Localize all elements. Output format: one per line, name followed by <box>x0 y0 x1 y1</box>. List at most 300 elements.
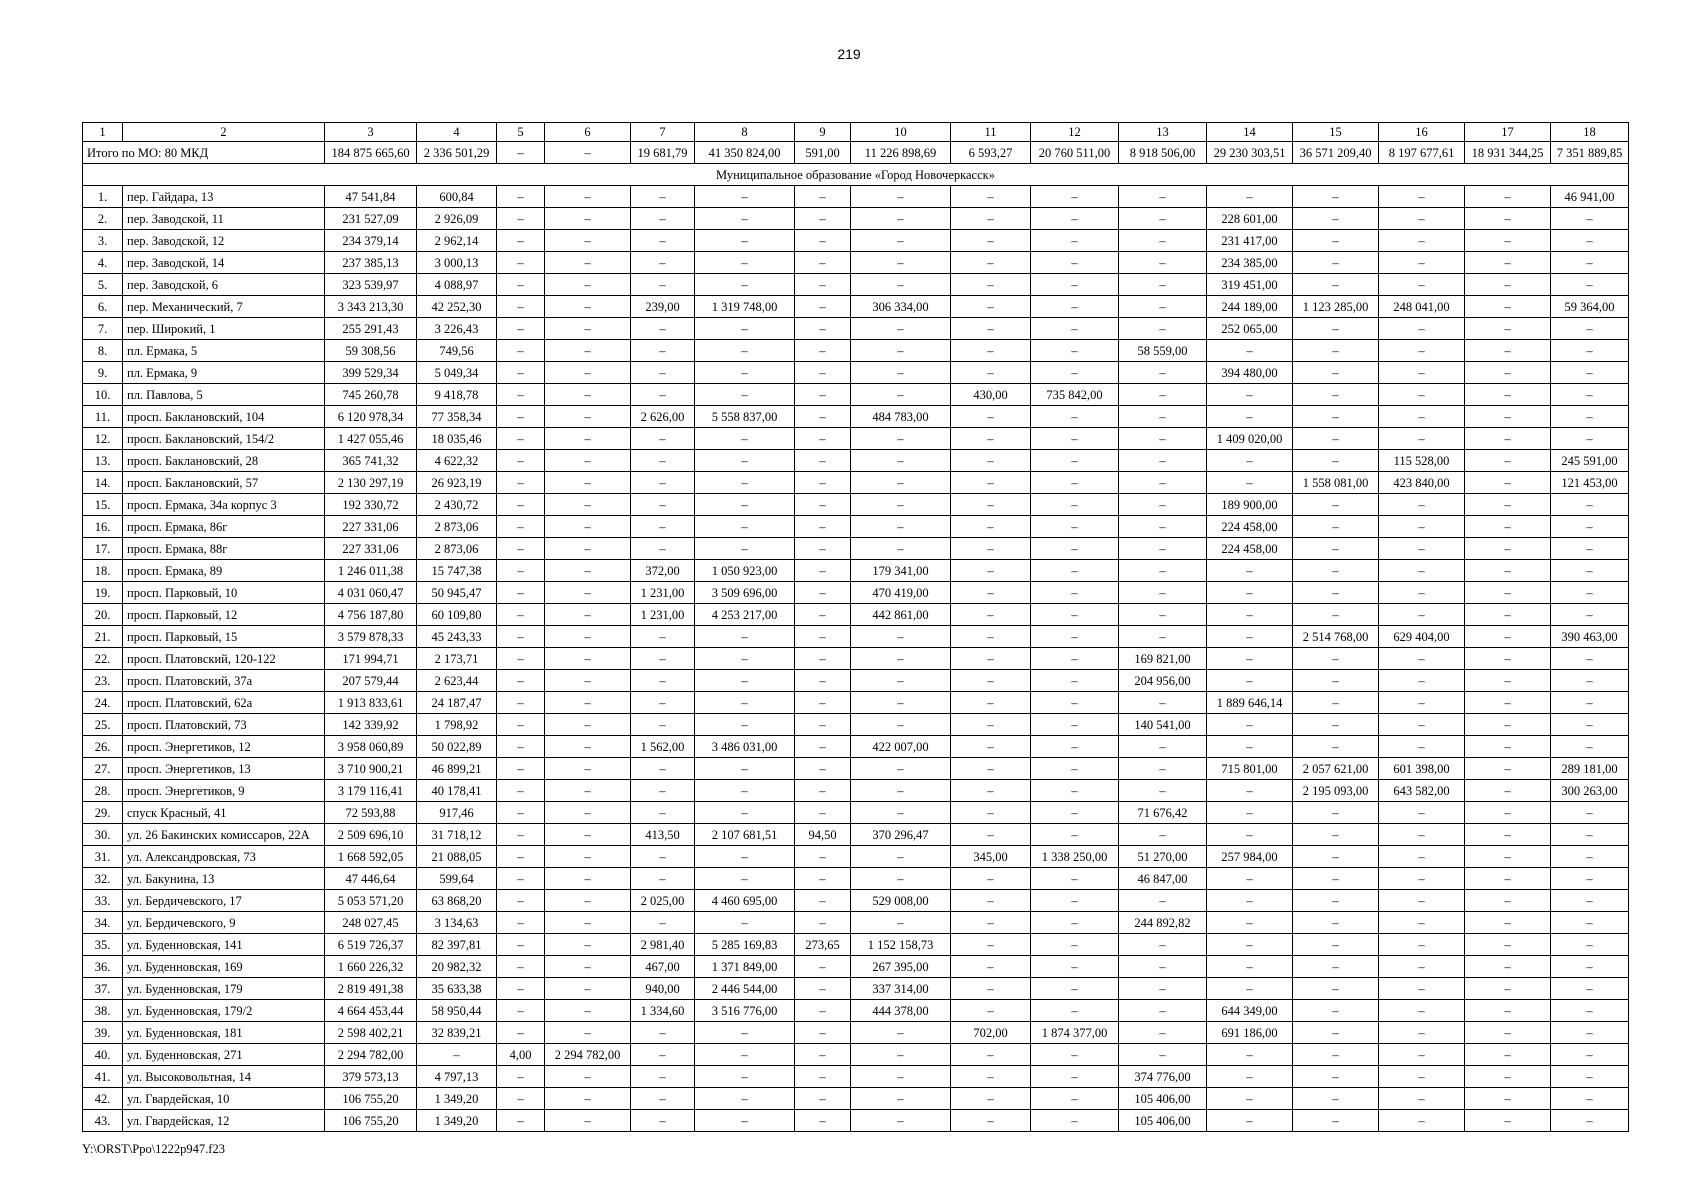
value-cell: – <box>1465 516 1551 538</box>
value-cell: – <box>1551 670 1629 692</box>
value-cell: – <box>1293 560 1379 582</box>
value-cell: – <box>1031 934 1119 956</box>
value-cell: 370 296,47 <box>851 824 951 846</box>
value-cell: – <box>1551 1088 1629 1110</box>
value-cell: – <box>1293 846 1379 868</box>
value-cell: – <box>545 230 631 252</box>
value-cell: – <box>1031 450 1119 472</box>
value-cell: – <box>795 274 851 296</box>
value-cell: 6 120 978,34 <box>325 406 417 428</box>
value-cell: – <box>1119 692 1207 714</box>
value-cell: – <box>851 714 951 736</box>
value-cell: 3 000,13 <box>417 252 497 274</box>
value-cell: – <box>1119 1022 1207 1044</box>
value-cell: – <box>1379 384 1465 406</box>
value-cell: – <box>1207 824 1293 846</box>
value-cell: – <box>1207 450 1293 472</box>
value-cell: – <box>1379 714 1465 736</box>
value-cell: 2 873,06 <box>417 538 497 560</box>
row-number-cell: 6. <box>83 296 123 318</box>
value-cell: 94,50 <box>795 824 851 846</box>
value-cell: – <box>1119 604 1207 626</box>
value-cell: 105 406,00 <box>1119 1110 1207 1132</box>
column-number-cell: 5 <box>497 123 545 142</box>
value-cell: – <box>1379 604 1465 626</box>
address-cell: пер. Заводской, 12 <box>123 230 325 252</box>
value-cell: – <box>1551 252 1629 274</box>
value-cell: – <box>1293 450 1379 472</box>
table-row <box>83 846 1629 868</box>
value-cell: – <box>1119 406 1207 428</box>
value-cell: – <box>1031 780 1119 802</box>
value-cell: 227 331,06 <box>325 516 417 538</box>
value-cell: 60 109,80 <box>417 604 497 626</box>
value-cell: 2 430,72 <box>417 494 497 516</box>
value-cell: – <box>951 714 1031 736</box>
value-cell: – <box>1207 802 1293 824</box>
value-cell: – <box>497 802 545 824</box>
value-cell: – <box>951 362 1031 384</box>
value-cell: – <box>1465 824 1551 846</box>
value-cell: 3 958 060,89 <box>325 736 417 758</box>
value-cell: – <box>497 340 545 362</box>
value-cell: – <box>1031 626 1119 648</box>
value-cell: – <box>795 758 851 780</box>
row-number-cell: 26. <box>83 736 123 758</box>
value-cell: – <box>1207 868 1293 890</box>
value-cell: – <box>1293 252 1379 274</box>
value-cell: – <box>1379 406 1465 428</box>
row-number-cell: 2. <box>83 208 123 230</box>
value-cell: 42 252,30 <box>417 296 497 318</box>
value-cell: 248 041,00 <box>1379 296 1465 318</box>
value-cell: – <box>1465 208 1551 230</box>
value-cell: – <box>951 1066 1031 1088</box>
value-cell: – <box>1379 230 1465 252</box>
value-cell: – <box>1379 736 1465 758</box>
value-cell: – <box>631 494 695 516</box>
column-number-cell: 7 <box>631 123 695 142</box>
value-cell: – <box>545 956 631 978</box>
value-cell: – <box>1119 934 1207 956</box>
address-cell: пер. Заводской, 11 <box>123 208 325 230</box>
value-cell: – <box>497 1022 545 1044</box>
value-cell: – <box>1207 934 1293 956</box>
value-cell: – <box>1379 362 1465 384</box>
value-cell: – <box>851 1088 951 1110</box>
value-cell: – <box>851 1110 951 1132</box>
row-number-cell: 20. <box>83 604 123 626</box>
table-row <box>83 956 1629 978</box>
value-cell: – <box>545 538 631 560</box>
address-cell: просп. Баклановский, 104 <box>123 406 325 428</box>
value-cell: – <box>795 494 851 516</box>
value-cell: – <box>795 1000 851 1022</box>
value-cell: – <box>1207 626 1293 648</box>
value-cell: – <box>631 692 695 714</box>
value-cell: – <box>851 648 951 670</box>
value-cell: 2 294 782,00 <box>545 1044 631 1066</box>
value-cell: 228 601,00 <box>1207 208 1293 230</box>
value-cell: – <box>497 1000 545 1022</box>
row-number-cell: 28. <box>83 780 123 802</box>
table-row <box>83 406 1629 428</box>
value-cell: 2 819 491,38 <box>325 978 417 1000</box>
table-row <box>83 1022 1629 1044</box>
value-cell: – <box>795 692 851 714</box>
value-cell: – <box>417 1044 497 1066</box>
value-cell: – <box>631 758 695 780</box>
value-cell: – <box>1293 384 1379 406</box>
column-number-cell: 10 <box>851 123 951 142</box>
value-cell: – <box>631 340 695 362</box>
value-cell: – <box>1119 362 1207 384</box>
value-cell: – <box>1119 824 1207 846</box>
value-cell: 467,00 <box>631 956 695 978</box>
value-cell: 390 463,00 <box>1551 626 1629 648</box>
table-row <box>83 978 1629 1000</box>
value-cell: – <box>851 252 951 274</box>
address-cell: пер. Широкий, 1 <box>123 318 325 340</box>
value-cell: – <box>497 978 545 1000</box>
value-cell: – <box>951 516 1031 538</box>
value-cell: – <box>1293 824 1379 846</box>
value-cell: – <box>795 538 851 560</box>
total-cell: – <box>497 142 545 164</box>
value-cell: 4 622,32 <box>417 450 497 472</box>
address-cell: просп. Платовский, 37а <box>123 670 325 692</box>
value-cell: – <box>1207 406 1293 428</box>
address-cell: просп. Баклановский, 28 <box>123 450 325 472</box>
value-cell: 599,64 <box>417 868 497 890</box>
total-cell: 19 681,79 <box>631 142 695 164</box>
value-cell: – <box>631 362 695 384</box>
value-cell: 735 842,00 <box>1031 384 1119 406</box>
value-cell: – <box>545 824 631 846</box>
value-cell: – <box>951 868 1031 890</box>
value-cell: – <box>545 450 631 472</box>
value-cell: – <box>1379 670 1465 692</box>
value-cell: – <box>1465 1110 1551 1132</box>
value-cell: – <box>851 802 951 824</box>
value-cell: – <box>1293 956 1379 978</box>
value-cell: – <box>497 384 545 406</box>
value-cell: – <box>1551 1066 1629 1088</box>
value-cell: – <box>695 912 795 934</box>
address-cell: ул. Буденновская, 179 <box>123 978 325 1000</box>
value-cell: – <box>951 648 1031 670</box>
value-cell: – <box>695 868 795 890</box>
value-cell: 1 152 158,73 <box>851 934 951 956</box>
total-cell: 18 931 344,25 <box>1465 142 1551 164</box>
value-cell: – <box>951 978 1031 1000</box>
row-number-cell: 7. <box>83 318 123 340</box>
address-cell: просп. Платовский, 120-122 <box>123 648 325 670</box>
value-cell: – <box>1031 560 1119 582</box>
value-cell: – <box>631 912 695 934</box>
value-cell: – <box>1119 758 1207 780</box>
value-cell: – <box>631 714 695 736</box>
value-cell: 46 941,00 <box>1551 186 1629 208</box>
value-cell: – <box>851 868 951 890</box>
value-cell: 2 057 621,00 <box>1293 758 1379 780</box>
value-cell: – <box>631 626 695 648</box>
value-cell: – <box>695 714 795 736</box>
value-cell: 1 349,20 <box>417 1110 497 1132</box>
value-cell: – <box>1031 1000 1119 1022</box>
value-cell: – <box>497 890 545 912</box>
value-cell: 4 664 453,44 <box>325 1000 417 1022</box>
row-number-cell: 1. <box>83 186 123 208</box>
row-number-cell: 14. <box>83 472 123 494</box>
value-cell: – <box>951 472 1031 494</box>
row-number-cell: 42. <box>83 1088 123 1110</box>
value-cell: 244 892,82 <box>1119 912 1207 934</box>
value-cell: 46 899,21 <box>417 758 497 780</box>
value-cell: 50 022,89 <box>417 736 497 758</box>
table-row <box>83 868 1629 890</box>
value-cell: 422 007,00 <box>851 736 951 758</box>
value-cell: – <box>1551 560 1629 582</box>
row-number-cell: 27. <box>83 758 123 780</box>
value-cell: – <box>1119 230 1207 252</box>
value-cell: 372,00 <box>631 560 695 582</box>
value-cell: 105 406,00 <box>1119 1088 1207 1110</box>
row-number-cell: 34. <box>83 912 123 934</box>
value-cell: – <box>497 318 545 340</box>
value-cell: – <box>851 912 951 934</box>
value-cell: – <box>695 538 795 560</box>
value-cell: – <box>497 230 545 252</box>
value-cell: – <box>1465 1088 1551 1110</box>
value-cell: – <box>951 1088 1031 1110</box>
table-row <box>83 296 1629 318</box>
value-cell: – <box>1465 296 1551 318</box>
value-cell: – <box>1551 1022 1629 1044</box>
value-cell: 4 088,97 <box>417 274 497 296</box>
value-cell: 2 981,40 <box>631 934 695 956</box>
value-cell: 4 253 217,00 <box>695 604 795 626</box>
value-cell: – <box>951 406 1031 428</box>
value-cell: – <box>1119 274 1207 296</box>
value-cell: – <box>1119 1044 1207 1066</box>
value-cell: – <box>851 692 951 714</box>
table-row <box>83 252 1629 274</box>
value-cell: 115 528,00 <box>1379 450 1465 472</box>
value-cell: – <box>951 802 1031 824</box>
value-cell: – <box>851 670 951 692</box>
value-cell: – <box>1031 868 1119 890</box>
value-cell: – <box>795 362 851 384</box>
row-number-cell: 12. <box>83 428 123 450</box>
value-cell: – <box>1293 186 1379 208</box>
value-cell: – <box>497 780 545 802</box>
value-cell: – <box>497 626 545 648</box>
table-row <box>83 714 1629 736</box>
address-cell: пер. Гайдара, 13 <box>123 186 325 208</box>
value-cell: 691 186,00 <box>1207 1022 1293 1044</box>
value-cell: 1 231,00 <box>631 582 695 604</box>
table-row <box>83 604 1629 626</box>
value-cell: 4 460 695,00 <box>695 890 795 912</box>
value-cell: – <box>497 934 545 956</box>
value-cell: – <box>1293 1044 1379 1066</box>
value-cell: 3 710 900,21 <box>325 758 417 780</box>
value-cell: – <box>545 648 631 670</box>
table-row <box>83 1066 1629 1088</box>
value-cell: – <box>1551 604 1629 626</box>
value-cell: 379 573,13 <box>325 1066 417 1088</box>
value-cell: – <box>1379 956 1465 978</box>
row-number-cell: 39. <box>83 1022 123 1044</box>
table-row <box>83 692 1629 714</box>
value-cell: 470 419,00 <box>851 582 951 604</box>
address-cell: пл. Павлова, 5 <box>123 384 325 406</box>
value-cell: – <box>1031 472 1119 494</box>
value-cell: – <box>1119 956 1207 978</box>
value-cell: 413,50 <box>631 824 695 846</box>
value-cell: – <box>951 582 1031 604</box>
value-cell: – <box>1465 274 1551 296</box>
address-cell: пер. Заводской, 14 <box>123 252 325 274</box>
value-cell: 273,65 <box>795 934 851 956</box>
value-cell: – <box>851 538 951 560</box>
value-cell: – <box>1379 252 1465 274</box>
address-cell: ул. Буденновская, 169 <box>123 956 325 978</box>
value-cell: – <box>1551 582 1629 604</box>
value-cell: – <box>795 714 851 736</box>
value-cell: – <box>497 406 545 428</box>
value-cell: – <box>1031 208 1119 230</box>
value-cell: – <box>695 362 795 384</box>
value-cell: 179 341,00 <box>851 560 951 582</box>
value-cell: – <box>1031 186 1119 208</box>
value-cell: 1 050 923,00 <box>695 560 795 582</box>
value-cell: 58 950,44 <box>417 1000 497 1022</box>
section-title: Муниципальное образование «Город Новочеркасск» <box>83 164 1629 186</box>
value-cell: – <box>1207 604 1293 626</box>
table-row <box>83 1088 1629 1110</box>
value-cell: – <box>1465 1000 1551 1022</box>
value-cell: – <box>795 780 851 802</box>
value-cell: 142 339,92 <box>325 714 417 736</box>
value-cell: – <box>1207 912 1293 934</box>
value-cell: – <box>695 186 795 208</box>
value-cell: 940,00 <box>631 978 695 1000</box>
value-cell: – <box>795 450 851 472</box>
table-row <box>83 934 1629 956</box>
total-cell: 6 593,27 <box>951 142 1031 164</box>
value-cell: – <box>1379 1000 1465 1022</box>
total-cell: 20 760 511,00 <box>1031 142 1119 164</box>
value-cell: 529 008,00 <box>851 890 951 912</box>
value-cell: – <box>1379 560 1465 582</box>
value-cell: – <box>795 560 851 582</box>
value-cell: – <box>1293 802 1379 824</box>
value-cell: – <box>1119 472 1207 494</box>
value-cell: – <box>1551 428 1629 450</box>
row-number-cell: 13. <box>83 450 123 472</box>
total-cell: 8 197 677,61 <box>1379 142 1465 164</box>
row-number-cell: 18. <box>83 560 123 582</box>
value-cell: 394 480,00 <box>1207 362 1293 384</box>
address-cell: спуск Красный, 41 <box>123 802 325 824</box>
value-cell: 46 847,00 <box>1119 868 1207 890</box>
value-cell: – <box>695 450 795 472</box>
address-cell: пл. Ермака, 9 <box>123 362 325 384</box>
value-cell: – <box>1031 230 1119 252</box>
value-cell: – <box>631 428 695 450</box>
value-cell: 5 053 571,20 <box>325 890 417 912</box>
value-cell: – <box>1031 670 1119 692</box>
value-cell: – <box>1293 274 1379 296</box>
value-cell: – <box>1551 274 1629 296</box>
value-cell: 4 031 060,47 <box>325 582 417 604</box>
value-cell: – <box>545 868 631 890</box>
table-row <box>83 1110 1629 1132</box>
value-cell: – <box>1031 978 1119 1000</box>
value-cell: – <box>1207 1088 1293 1110</box>
value-cell: – <box>851 780 951 802</box>
value-cell: – <box>795 318 851 340</box>
value-cell: – <box>497 868 545 890</box>
value-cell: – <box>1379 1088 1465 1110</box>
value-cell: – <box>1293 1110 1379 1132</box>
value-cell: – <box>695 428 795 450</box>
row-number-cell: 40. <box>83 1044 123 1066</box>
value-cell: – <box>545 670 631 692</box>
value-cell: 3 516 776,00 <box>695 1000 795 1022</box>
value-cell: 1 319 748,00 <box>695 296 795 318</box>
value-cell: 2 926,09 <box>417 208 497 230</box>
value-cell: – <box>497 296 545 318</box>
value-cell: – <box>1551 978 1629 1000</box>
value-cell: 5 558 837,00 <box>695 406 795 428</box>
value-cell: 192 330,72 <box>325 494 417 516</box>
value-cell: 423 840,00 <box>1379 472 1465 494</box>
address-cell: ул. Гвардейская, 12 <box>123 1110 325 1132</box>
column-number-cell: 11 <box>951 123 1031 142</box>
value-cell: – <box>851 846 951 868</box>
value-cell: – <box>497 494 545 516</box>
column-number-cell: 14 <box>1207 123 1293 142</box>
value-cell: – <box>1465 428 1551 450</box>
value-cell: 121 453,00 <box>1551 472 1629 494</box>
value-cell: – <box>1465 846 1551 868</box>
table-row <box>83 560 1629 582</box>
total-cell: 36 571 209,40 <box>1293 142 1379 164</box>
value-cell: – <box>851 516 951 538</box>
value-cell: – <box>795 1066 851 1088</box>
value-cell: – <box>631 186 695 208</box>
value-cell: 45 243,33 <box>417 626 497 648</box>
value-cell: 4 797,13 <box>417 1066 497 1088</box>
value-cell: – <box>795 670 851 692</box>
value-cell: – <box>631 230 695 252</box>
value-cell: – <box>1207 340 1293 362</box>
row-number-cell: 10. <box>83 384 123 406</box>
table-row <box>83 582 1629 604</box>
value-cell: – <box>1551 318 1629 340</box>
value-cell: – <box>951 780 1031 802</box>
row-number-cell: 17. <box>83 538 123 560</box>
value-cell: – <box>497 362 545 384</box>
value-cell: – <box>1207 472 1293 494</box>
value-cell: 20 982,32 <box>417 956 497 978</box>
value-cell: 15 747,38 <box>417 560 497 582</box>
value-cell: 32 839,21 <box>417 1022 497 1044</box>
value-cell: – <box>545 780 631 802</box>
